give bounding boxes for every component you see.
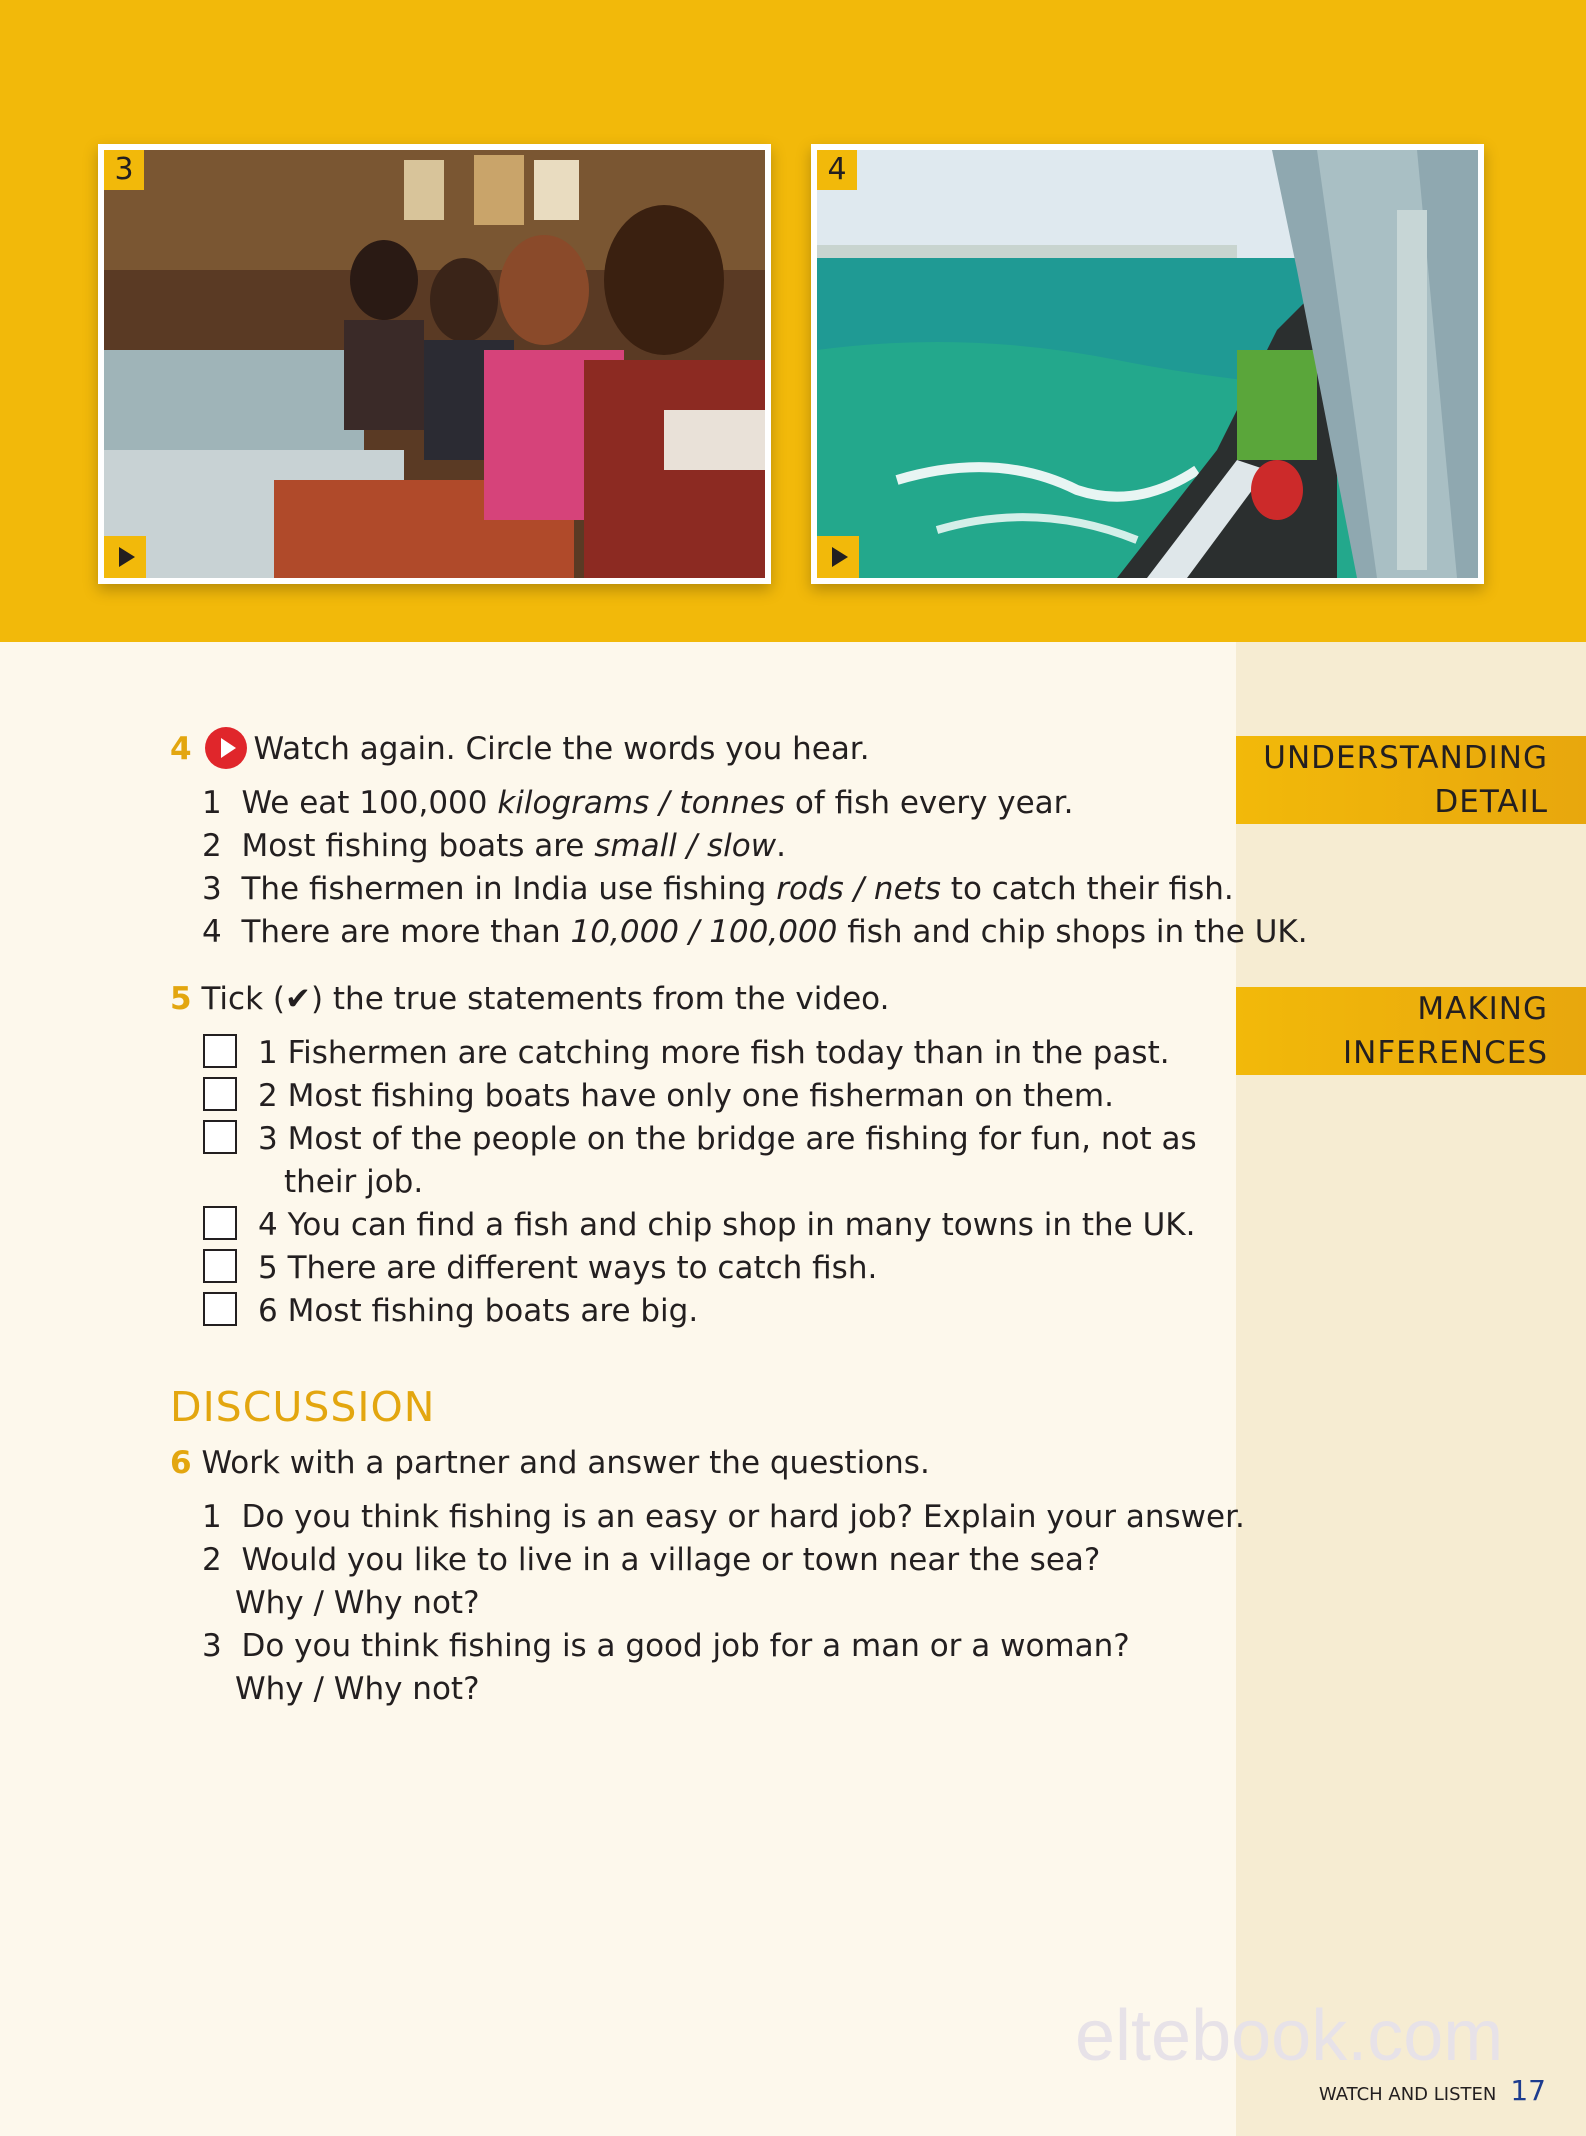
exercise-5-heading (170, 978, 889, 1021)
exercise-6-heading (170, 1442, 930, 1485)
word-option[interactable]: small (594, 828, 677, 864)
list-item: 3 Do you think fishing is a good job for a man or a woman? (202, 1628, 1130, 1664)
tab-line: MAKING (1417, 991, 1548, 1027)
list-item-continuation: Why / Why not? (235, 1671, 480, 1707)
tab-understanding-detail (1236, 736, 1586, 824)
list-item: 1 We eat 100,000 kilograms / tonnes of fish every year. (202, 785, 1074, 821)
video-still-4[interactable] (811, 144, 1484, 584)
list-item-continuation: Why / Why not? (235, 1585, 480, 1621)
tab-making-inferences (1236, 987, 1586, 1075)
exercise-number: 5 (170, 981, 192, 1017)
word-option[interactable]: rods (776, 871, 844, 907)
fishing-boat-image (817, 150, 1478, 578)
play-icon[interactable] (817, 536, 859, 578)
list-item: 3 Most of the people on the bridge are fishing for fun, not as (258, 1121, 1197, 1157)
exercise-number: 6 (170, 1445, 192, 1481)
photo-number: 3 (104, 150, 144, 190)
list-item: 2 Would you like to live in a village or town near the sea? (202, 1542, 1101, 1578)
list-item: 2 Most fishing boats have only one fisherman on them. (258, 1078, 1114, 1114)
tab-line: UNDERSTANDING (1263, 740, 1548, 776)
exercise-number: 4 (170, 731, 192, 767)
photo-number: 4 (817, 150, 857, 190)
word-option[interactable]: kilograms (497, 785, 650, 821)
list-item: 4 You can find a fish and chip shop in many towns in the UK. (258, 1207, 1196, 1243)
margin-strip (1236, 642, 1586, 2136)
section-label: WATCH AND LISTEN (1318, 2084, 1497, 2105)
list-item: 3 The fishermen in India use fishing rods / nets to catch their fish. (202, 871, 1234, 907)
list-item: 2 Most fishing boats are small / slow. (202, 828, 786, 864)
list-item: 6 Most fishing boats are big. (258, 1293, 699, 1329)
watermark: eltebook.com (1075, 1996, 1504, 2076)
list-item: 4 There are more than 10,000 / 100,000 fish and chip shops in the UK. (202, 914, 1308, 950)
video-still-3[interactable] (98, 144, 771, 584)
tick-box[interactable] (203, 1120, 237, 1154)
video-play-icon[interactable] (205, 727, 247, 769)
word-option[interactable]: 100,000 (709, 914, 838, 950)
list-item: 1 Do you think fishing is an easy or hard job? Explain your answer. (202, 1499, 1245, 1535)
tick-box[interactable] (203, 1206, 237, 1240)
list-item-continuation: their job. (284, 1164, 424, 1200)
exercise-instruction: Watch again. Circle the words you hear. (253, 731, 870, 767)
exercise-instruction: Tick (✔) the true statements from the video. (201, 981, 890, 1017)
word-option[interactable]: nets (873, 871, 941, 907)
list-item: 1 Fishermen are catching more fish today than in the past. (258, 1035, 1170, 1071)
word-option[interactable]: tonnes (679, 785, 786, 821)
tick-box[interactable] (203, 1077, 237, 1111)
tick-box[interactable] (203, 1292, 237, 1326)
tab-line: INFERENCES (1343, 1035, 1548, 1071)
tick-box[interactable] (203, 1249, 237, 1283)
page-number: 17 (1510, 2074, 1546, 2107)
tab-line: DETAIL (1434, 784, 1548, 820)
word-option[interactable]: slow (706, 828, 777, 864)
section-heading: DISCUSSION (170, 1383, 436, 1431)
page-footer (1319, 2074, 1546, 2107)
list-item: 5 There are different ways to catch fish. (258, 1250, 878, 1286)
sushi-bar-image (104, 150, 765, 578)
word-option[interactable]: 10,000 (570, 914, 680, 950)
play-icon[interactable] (104, 536, 146, 578)
exercise-instruction: Work with a partner and answer the questions. (201, 1445, 930, 1481)
tick-box[interactable] (203, 1034, 237, 1068)
exercise-4-heading (170, 728, 870, 772)
